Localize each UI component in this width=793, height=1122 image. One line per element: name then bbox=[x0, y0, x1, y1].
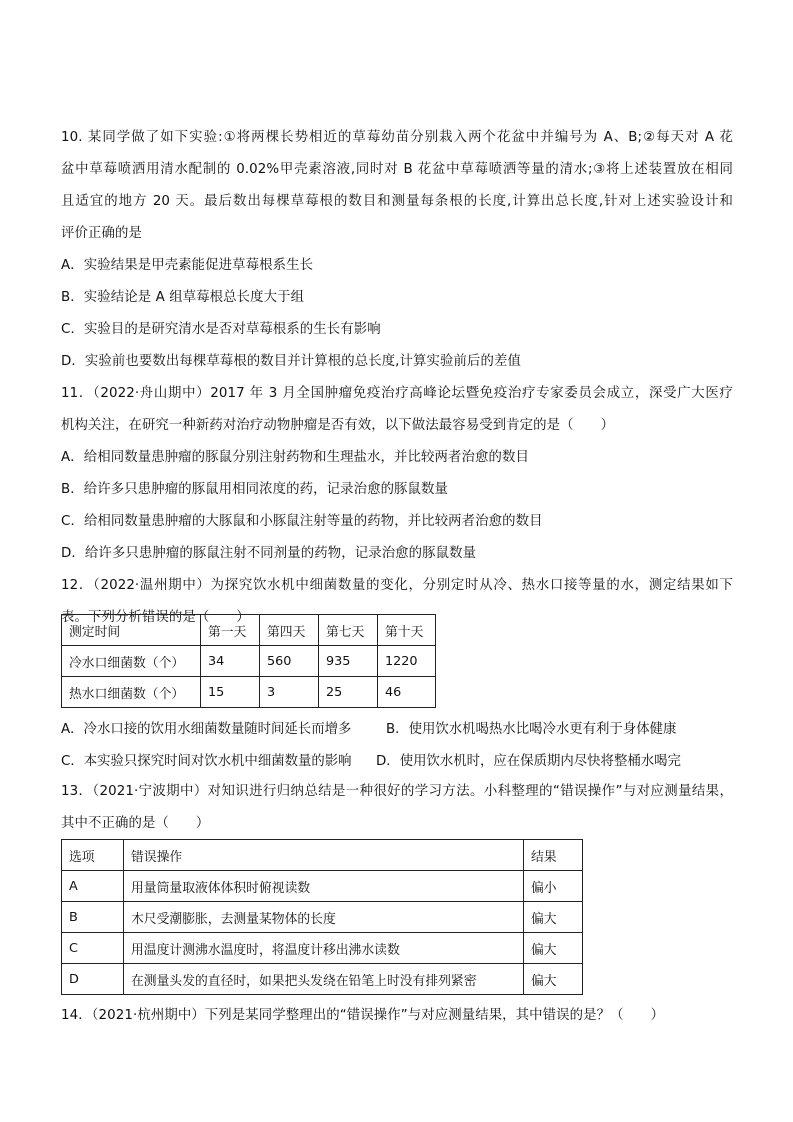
q12-option-c: C．本实验只探究时间对饮水机中细菌数量的影响 bbox=[61, 754, 352, 769]
q11-line-1: 11．（2022·舟山期中）2017 年 3 月全国肿瘤免疫治疗高峰论坛暨免疫治疗专家委员会成立，深受广大医疗 bbox=[61, 386, 733, 401]
q11-option-a: A．给相同数量患肿瘤的豚鼠分别注射药物和生理盐水，并比较两者治愈的数目 bbox=[61, 450, 529, 465]
table-cell: 热水口细菌数（个） bbox=[62, 677, 201, 708]
q12-line-1: 12．（2022·温州期中）为探究饮水机中细菌数量的变化，分别定时从冷、热水口接等量的水，测定结果如下 bbox=[61, 578, 733, 593]
table-cell: 1220 bbox=[378, 646, 436, 677]
table-cell: 在测量头发的直径时，如果把头发绕在铅笔上时没有排列紧密 bbox=[124, 964, 524, 995]
table-cell: 错误操作 bbox=[124, 840, 524, 871]
table-cell: 偏大 bbox=[524, 964, 583, 995]
table-row bbox=[62, 902, 583, 933]
table-cell: 第一天 bbox=[201, 615, 260, 646]
table-cell: 偏大 bbox=[524, 933, 583, 964]
table-cell: 15 bbox=[201, 677, 260, 708]
q12-option-d: D．使用饮水机时，应在保质期内尽快将整桶水喝完 bbox=[376, 754, 681, 769]
table-cell: 用温度计测沸水温度时，将温度计移出沸水读数 bbox=[124, 933, 524, 964]
q13-line-1: 13．（2021·宁波期中）对知识进行归纳总结是一种很好的学习方法。小科整理的“错误操作”与对应测量结果， bbox=[61, 784, 733, 799]
table-cell: 木尺受潮膨胀，去测量某物体的长度 bbox=[124, 902, 524, 933]
q10-option-b: B．实验结论是 A 组草莓根总长度大于组 bbox=[61, 290, 305, 305]
table-cell: 25 bbox=[319, 677, 378, 708]
table-cell: 第十天 bbox=[378, 615, 436, 646]
table-cell: D bbox=[62, 964, 124, 995]
q12-option-b: B．使用饮水机喝热水比喝冷水更有利于身体健康 bbox=[386, 722, 677, 737]
q11-option-d: D．给许多只患肿瘤的豚鼠注射不同剂量的药物，记录治愈的豚鼠数量 bbox=[61, 546, 477, 561]
table-cell: 偏小 bbox=[524, 871, 583, 902]
q10-option-d: D．实验前也要数出每棵草莓根的数目并计算根的总长度,计算实验前后的差值 bbox=[61, 354, 521, 369]
q11-option-b: B．给许多只患肿瘤的豚鼠用相同浓度的药，记录治愈的豚鼠数量 bbox=[61, 482, 449, 497]
q11-option-c: C．给相同数量患肿瘤的大豚鼠和小豚鼠注射等量的药物，并比较两者治愈的数目 bbox=[61, 514, 543, 529]
table-cell: 第七天 bbox=[319, 615, 378, 646]
table-cell: 结果 bbox=[524, 840, 583, 871]
q14-line-1: 14．（2021·杭州期中）下列是某同学整理出的“错误操作”与对应测量结果，其中错误的是？（ ） bbox=[61, 1008, 665, 1023]
q13-line-2: 其中不正确的是（ ） bbox=[61, 816, 210, 831]
table-cell: 46 bbox=[378, 677, 436, 708]
table-cell: 935 bbox=[319, 646, 378, 677]
q10-line-4: 评价正确的是 bbox=[61, 226, 142, 241]
table-cell: 冷水口细菌数（个） bbox=[62, 646, 201, 677]
table-row bbox=[62, 964, 583, 995]
table-cell: 选项 bbox=[62, 840, 124, 871]
table-cell: 用量筒量取液体体积时俯视读数 bbox=[124, 871, 524, 902]
table-cell: B bbox=[62, 902, 124, 933]
q10-option-a: A．实验结果是甲壳素能促进草莓根系生长 bbox=[61, 258, 314, 273]
table-header-row bbox=[62, 615, 436, 646]
q12-option-a: A．冷水口接的饮用水细菌数量随时间延长而增多 bbox=[61, 722, 352, 737]
q10-line-2: 盆中草莓喷洒用清水配制的 0.02%甲壳素溶液,同时对 B 花盆中草莓喷洒等量的清水;③将上述装置放在相同 bbox=[61, 162, 733, 177]
table-cell: 第四天 bbox=[260, 615, 319, 646]
table-header-row bbox=[62, 840, 583, 871]
table-cell: 560 bbox=[260, 646, 319, 677]
q12-data-table bbox=[61, 614, 436, 708]
q10-line-3: 且适宜的地方 20 天。最后数出每棵草莓根的数目和测量每条根的长度,计算出总长度,针对上述实验设计和 bbox=[61, 194, 733, 209]
table-row bbox=[62, 933, 583, 964]
table-cell: 偏大 bbox=[524, 902, 583, 933]
q10-option-c: C．实验目的是研究清水是否对草莓根系的生长有影响 bbox=[61, 322, 381, 337]
table-cell: 34 bbox=[201, 646, 260, 677]
q10-line-1: 10. 某同学做了如下实验:①将两棵长势相近的草莓幼苗分别栽入两个花盆中并编号为 A、B;②每天对 A 花 bbox=[61, 130, 733, 145]
table-row bbox=[62, 646, 436, 677]
q13-data-table bbox=[61, 839, 583, 995]
table-row bbox=[62, 677, 436, 708]
table-cell: C bbox=[62, 933, 124, 964]
table-cell: 测定时间 bbox=[62, 615, 201, 646]
q12-line-2: 表。下列分析错误的是（ ） bbox=[61, 610, 250, 625]
q11-line-2: 机构关注，在研究一种新药对治疗动物肿瘤是否有效，以下做法最容易受到肯定的是（ ） bbox=[61, 418, 615, 433]
table-cell: A bbox=[62, 871, 124, 902]
table-cell: 3 bbox=[260, 677, 319, 708]
table-row bbox=[62, 871, 583, 902]
